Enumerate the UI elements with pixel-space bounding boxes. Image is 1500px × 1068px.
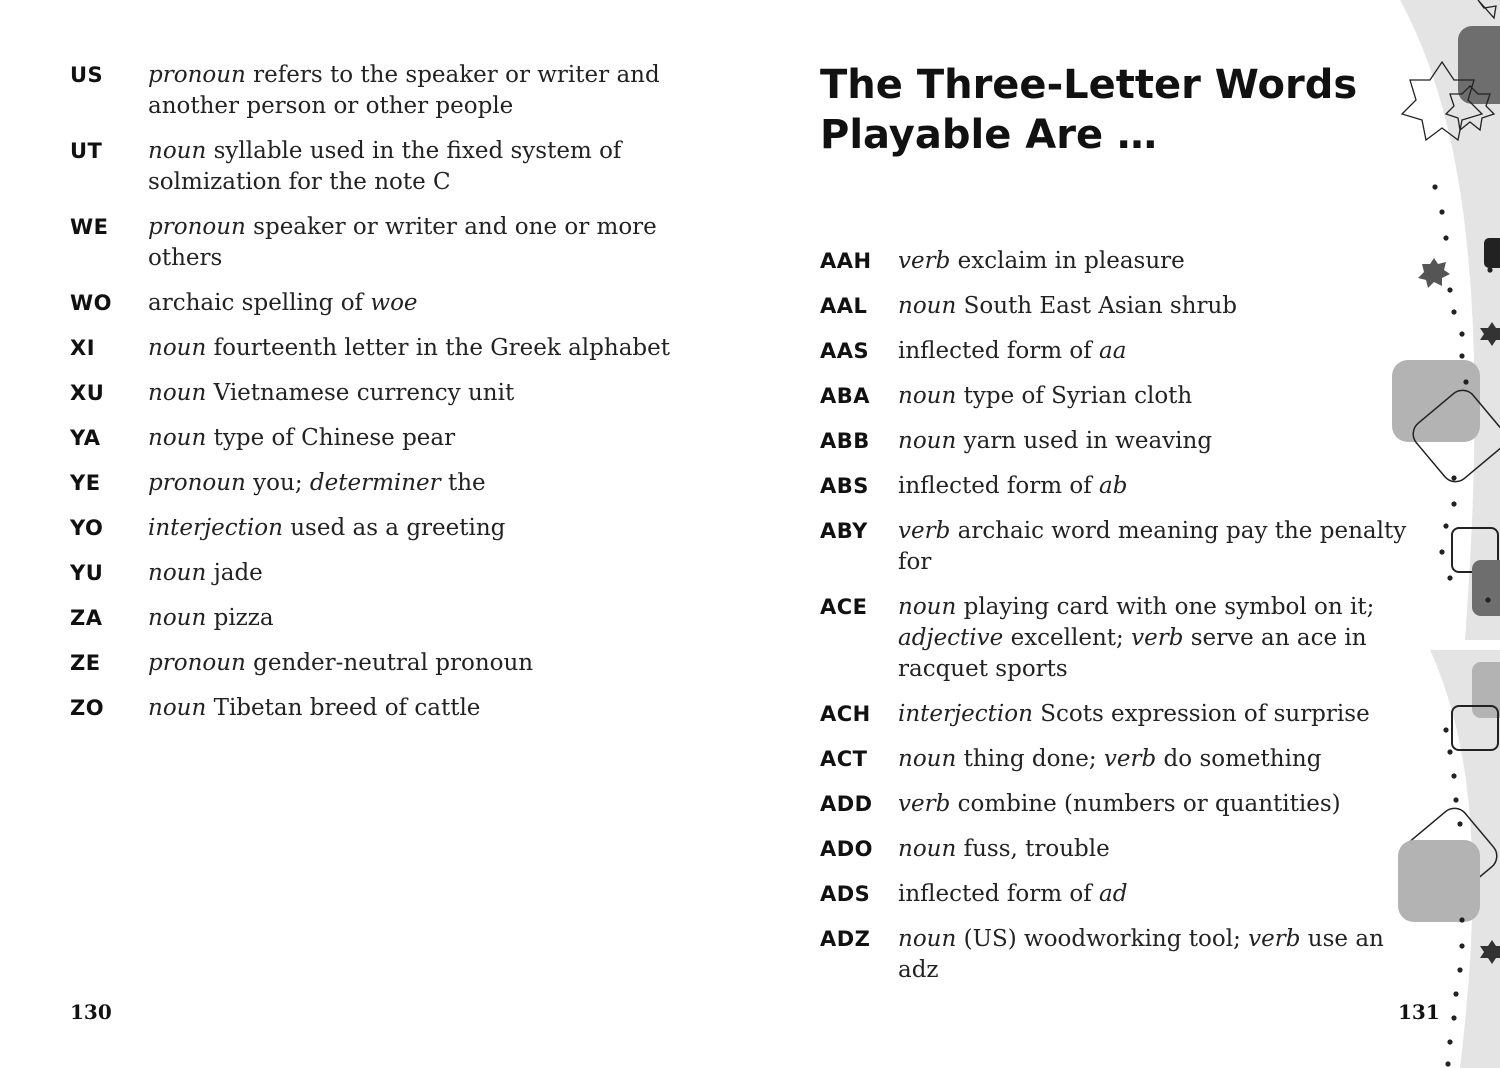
definition-text: archaic word meaning pay the penalty for	[898, 518, 1407, 575]
definition	[898, 879, 1420, 910]
definition-text: inflected form of	[898, 338, 1100, 364]
part-of-speech: noun	[148, 560, 207, 586]
definition	[898, 924, 1420, 986]
definition-text: the	[440, 470, 486, 496]
definition-text: Tibetan breed of cattle	[206, 695, 481, 721]
part-of-speech: pronoun	[148, 650, 246, 676]
left-word-list	[70, 60, 670, 738]
part-of-speech: noun	[898, 383, 957, 409]
definition-text: used as a greeting	[282, 515, 506, 541]
headword: WO	[70, 291, 113, 315]
headword: ADZ	[820, 927, 871, 951]
definition-text: excellent;	[1003, 625, 1132, 651]
part-of-speech: noun	[898, 293, 957, 319]
headword: ACH	[820, 702, 871, 726]
part-of-speech: verb	[1248, 926, 1301, 952]
part-of-speech: verb	[1131, 625, 1184, 651]
definition	[898, 336, 1420, 367]
definition	[148, 60, 670, 122]
part-of-speech: pronoun	[148, 214, 246, 240]
part-of-speech: noun	[898, 836, 957, 862]
headword: ACT	[820, 747, 868, 771]
part-of-speech: noun	[148, 138, 207, 164]
right-word-list	[820, 246, 1420, 1000]
definition	[898, 381, 1420, 412]
headword: YE	[70, 471, 101, 495]
definition-text: inflected form of	[898, 881, 1100, 907]
dictionary-entry	[70, 693, 670, 724]
dictionary-entry	[70, 333, 670, 364]
dictionary-entry	[820, 471, 1420, 502]
dictionary-entry	[70, 603, 670, 634]
definition	[148, 136, 670, 198]
page-number-right: 131	[1398, 1000, 1440, 1024]
dictionary-entry	[70, 513, 670, 544]
headword: ADO	[820, 837, 874, 861]
dictionary-entry	[70, 648, 670, 679]
headword: YO	[70, 516, 104, 540]
definition-text: Vietnamese currency unit	[206, 380, 515, 406]
dictionary-entry	[70, 136, 670, 198]
headword: AAL	[820, 294, 868, 318]
definition	[898, 592, 1420, 685]
definition-text: South East Asian shrub	[956, 293, 1238, 319]
definition-text: speaker or writer and one or more others	[148, 214, 657, 271]
dictionary-entry	[70, 60, 670, 122]
definition	[898, 699, 1420, 730]
dictionary-entry	[70, 212, 670, 274]
dictionary-entry	[820, 291, 1420, 322]
part-of-speech: noun	[898, 926, 957, 952]
definition	[148, 513, 670, 544]
part-of-speech: pronoun	[148, 62, 246, 88]
dictionary-entry	[820, 592, 1420, 685]
decorative-border	[1370, 0, 1500, 1068]
part-of-speech: noun	[148, 380, 207, 406]
dictionary-entry	[820, 381, 1420, 412]
part-of-speech: noun	[148, 335, 207, 361]
headword: ZO	[70, 696, 105, 720]
part-of-speech: verb	[898, 791, 951, 817]
headword: YA	[70, 426, 101, 450]
part-of-speech: interjection	[148, 515, 283, 541]
definition	[898, 834, 1420, 865]
definition-text: archaic spelling of	[148, 290, 371, 316]
headword: UT	[70, 139, 103, 163]
page-number-left: 130	[70, 1000, 112, 1024]
headword: AAS	[820, 339, 870, 363]
part-of-speech: noun	[148, 425, 207, 451]
definition	[148, 468, 670, 499]
definition-text: jade	[206, 560, 263, 586]
section-title: The Three-Letter Words Playable Are …	[820, 62, 1358, 158]
dictionary-entry	[70, 468, 670, 499]
dictionary-entry	[820, 246, 1420, 277]
definition-text: fuss, trouble	[956, 836, 1110, 862]
part-of-speech: noun	[148, 695, 207, 721]
part-of-speech: ad	[1099, 881, 1128, 907]
definition-text: do something	[1156, 746, 1322, 772]
part-of-speech: aa	[1099, 338, 1127, 364]
part-of-speech: adjective	[898, 625, 1004, 651]
definition-text: combine (numbers or quantities)	[950, 791, 1341, 817]
headword: YU	[70, 561, 104, 585]
dictionary-entry	[70, 558, 670, 589]
definition-text: serve an ace in racquet sports	[898, 625, 1367, 682]
dictionary-entry	[70, 423, 670, 454]
part-of-speech: verb	[1103, 746, 1157, 772]
definition	[148, 378, 670, 409]
definition-text: yarn used in weaving	[956, 428, 1213, 454]
part-of-speech: noun	[898, 428, 957, 454]
definition	[898, 426, 1420, 457]
headword: ABB	[820, 429, 870, 453]
definition-text: pizza	[206, 605, 274, 631]
definition	[148, 558, 670, 589]
dictionary-entry	[820, 744, 1420, 775]
part-of-speech: pronoun	[148, 470, 246, 496]
definition-text: (US) woodworking tool;	[956, 926, 1249, 952]
part-of-speech: noun	[898, 594, 957, 620]
headword: ADD	[820, 792, 873, 816]
part-of-speech: determiner	[309, 470, 441, 496]
definition	[148, 212, 670, 274]
part-of-speech: noun	[148, 605, 207, 631]
definition-text: fourteenth letter in the Greek alphabet	[206, 335, 670, 361]
definition-text: you;	[245, 470, 310, 496]
dictionary-entry	[70, 288, 670, 319]
part-of-speech: interjection	[898, 701, 1033, 727]
part-of-speech: ab	[1099, 473, 1128, 499]
dictionary-entry	[820, 516, 1420, 578]
headword: XU	[70, 381, 105, 405]
definition	[898, 291, 1420, 322]
definition-text: exclaim in pleasure	[950, 248, 1185, 274]
dictionary-entry	[820, 789, 1420, 820]
definition-text: thing done;	[956, 746, 1104, 772]
left-page	[0, 0, 740, 1068]
headword: ZA	[70, 606, 103, 630]
definition	[148, 603, 670, 634]
definition	[898, 744, 1420, 775]
headword: ABY	[820, 519, 868, 543]
headword: ABS	[820, 474, 869, 498]
headword: US	[70, 63, 104, 87]
headword: AAH	[820, 249, 872, 273]
headword: WE	[70, 215, 109, 239]
definition-text: inflected form of	[898, 473, 1100, 499]
definition	[898, 516, 1420, 578]
definition	[898, 246, 1420, 277]
definition-text: type of Syrian cloth	[956, 383, 1193, 409]
headword: ABA	[820, 384, 871, 408]
headword: ZE	[70, 651, 101, 675]
part-of-speech: verb	[898, 248, 951, 274]
dictionary-entry	[820, 699, 1420, 730]
part-of-speech: noun	[898, 746, 957, 772]
definition-text: syllable used in the fixed system of solmization for the note C	[148, 138, 622, 195]
definition-text: gender-neutral pronoun	[245, 650, 534, 676]
dictionary-entry	[820, 336, 1420, 367]
definition-text: playing card with one symbol on it;	[956, 594, 1375, 620]
definition	[148, 423, 670, 454]
definition-text: type of Chinese pear	[206, 425, 456, 451]
part-of-speech: woe	[370, 290, 418, 316]
definition	[898, 789, 1420, 820]
definition-text: refers to the speaker or writer and another person or other people	[148, 62, 660, 119]
definition	[148, 288, 670, 319]
dictionary-entry	[820, 924, 1420, 986]
definition	[148, 693, 670, 724]
dictionary-entry	[820, 879, 1420, 910]
definition-text: use an adz	[898, 926, 1384, 983]
definition	[148, 333, 670, 364]
definition	[148, 648, 670, 679]
headword: ACE	[820, 595, 868, 619]
definition	[898, 471, 1420, 502]
headword: ADS	[820, 882, 871, 906]
dictionary-entry	[820, 834, 1420, 865]
part-of-speech: verb	[898, 518, 951, 544]
headword: XI	[70, 336, 96, 360]
dictionary-entry	[70, 378, 670, 409]
definition-text: Scots expression of surprise	[1032, 701, 1370, 727]
dictionary-entry	[820, 426, 1420, 457]
